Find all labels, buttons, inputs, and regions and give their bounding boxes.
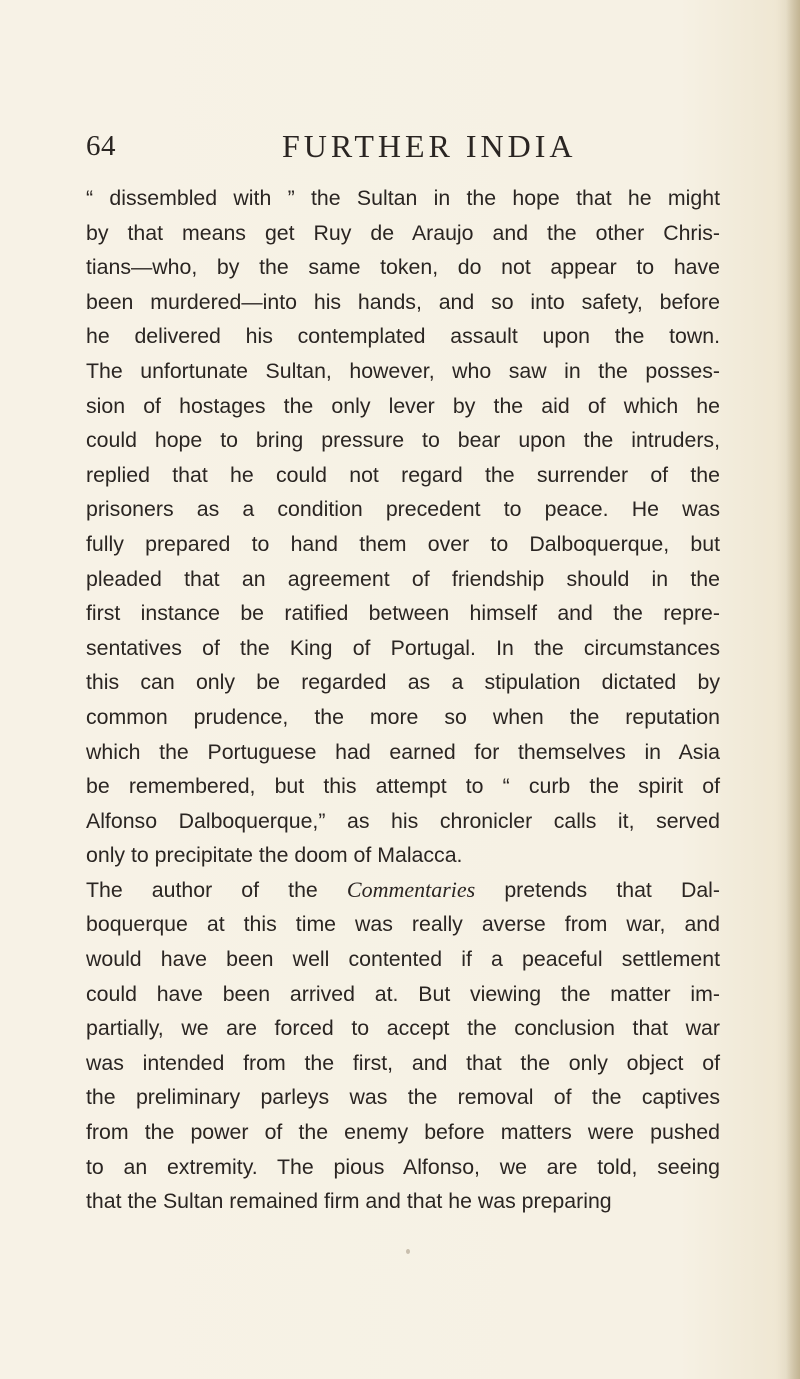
- text-line: replied that he could not regard the surrender of the: [86, 462, 720, 487]
- text-line: boquerque at this time was really averse from war, and: [86, 912, 720, 937]
- page-edge-shadow: [786, 0, 800, 1379]
- text-line: that the Sultan remained firm and that he was preparing: [86, 1189, 612, 1214]
- text-line: tians—who, by the same token, do not appear to have: [86, 255, 720, 280]
- running-head: FURTHER INDIA: [282, 128, 577, 164]
- paragraph-end-line: only to precipitate the doom of Malacca.: [86, 843, 463, 868]
- text-run: pretends that Dal-: [475, 877, 720, 902]
- text-line: “ dissembled with ” the Sultan in the hope that he might: [86, 186, 720, 210]
- text-line: sentatives of the King of Portugal. In the circumstances: [86, 635, 720, 660]
- text-line: Alfonso Dalboquerque,” as his chronicler calls it, served: [86, 808, 720, 833]
- page-number: 64: [86, 130, 116, 162]
- paragraph-start-line: [86, 873, 720, 908]
- body-text: [86, 181, 720, 1219]
- text-line: which the Portuguese had earned for themselves in Asia: [86, 739, 720, 764]
- text-run: The author of the: [86, 877, 347, 902]
- text-line: could have been arrived at. But viewing the matter im-: [86, 981, 720, 1006]
- text-line: fully prepared to hand them over to Dalboquerque, but: [86, 531, 720, 556]
- book-title-italic: Commentaries: [346, 876, 476, 902]
- text-line: pleaded that an agreement of friendship should in the: [86, 566, 720, 591]
- text-line: could hope to bring pressure to bear upon the intruders,: [86, 428, 720, 453]
- text-line: to an extremity. The pious Alfonso, we are told, seeing: [86, 1154, 720, 1179]
- text-line: from the power of the enemy before matters were pushed: [86, 1120, 720, 1145]
- text-line: first instance be ratified between himself and the repre-: [86, 601, 720, 626]
- text-line: would have been well contented if a peaceful settlement: [86, 947, 720, 972]
- page-header: [86, 126, 706, 170]
- text-line: be remembered, but this attempt to “ curb the spirit of: [86, 774, 720, 799]
- text-line: he delivered his contemplated assault upon the town.: [86, 324, 720, 349]
- text-line: been murdered—into his hands, and so into safety, before: [86, 289, 720, 314]
- text-line: The unfortunate Sultan, however, who saw in the posses-: [86, 358, 720, 383]
- text-line: by that means get Ruy de Araujo and the other Chris-: [86, 220, 720, 245]
- text-line: sion of hostages the only lever by the aid of which he: [86, 393, 720, 418]
- text-line: prisoners as a condition precedent to peace. He was: [86, 497, 720, 522]
- text-line: the preliminary parleys was the removal of the captives: [86, 1085, 720, 1110]
- text-line: this can only be regarded as a stipulation dictated by: [86, 670, 720, 695]
- paper-speck: [406, 1249, 410, 1254]
- text-line: partially, we are forced to accept the conclusion that war: [86, 1016, 720, 1041]
- text-line: was intended from the first, and that the only object of: [86, 1050, 720, 1075]
- text-line: common prudence, the more so when the reputation: [86, 704, 720, 729]
